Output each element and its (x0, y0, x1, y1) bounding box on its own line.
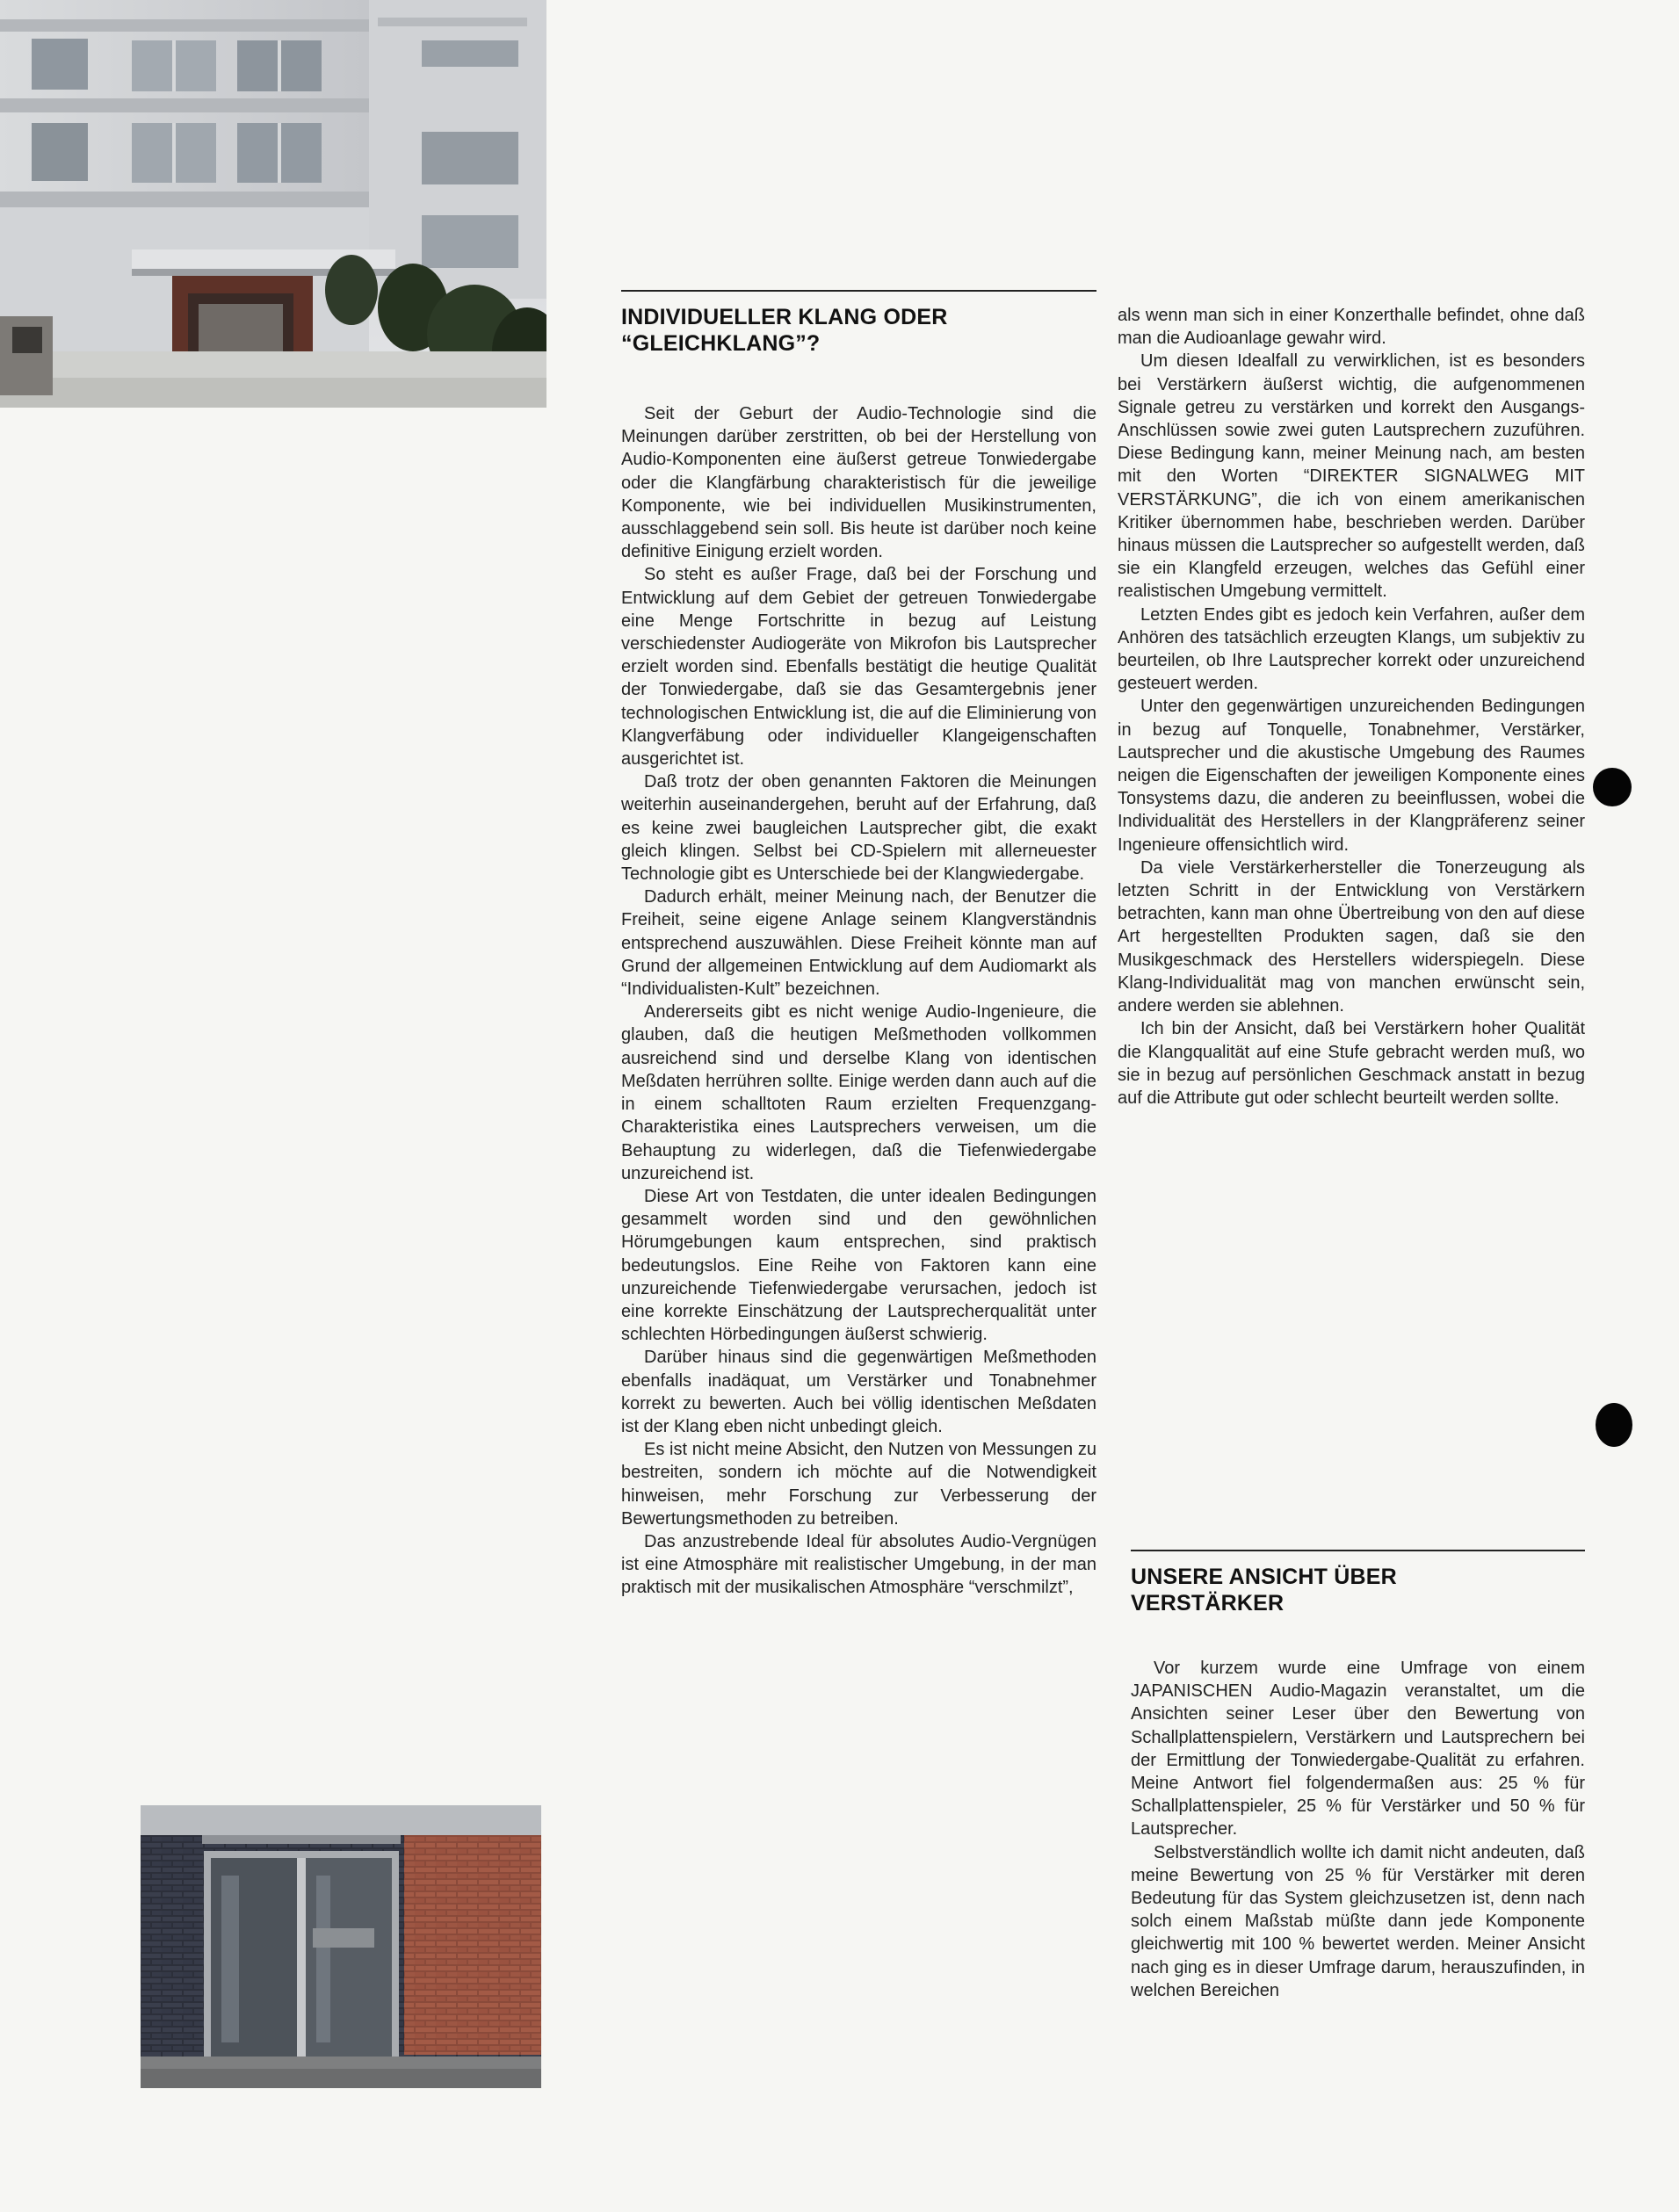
section-heading: UNSERE ANSICHT ÜBER VERSTÄRKER (1131, 1565, 1397, 1616)
article-body (1131, 1657, 1585, 2002)
right-column (1118, 304, 1585, 1110)
entrance-doors-photo (141, 1805, 541, 2088)
paragraph: Seit der Geburt der Audio-Technologie sind die Meinungen darüber zerstritten, ob bei der Herstellung von Audio-Komponenten eine äußerst getreue Tonwiedergabe oder die Klangfärbung charakteristisch für die jeweilige Komponente, wie bei individuellen Musikinstrumenten, ausschlaggebend sein soll. Bis heute ist darüber noch keine definitive Einigung erzielt worden. (621, 404, 1096, 562)
paragraph: als wenn man sich in einer Konzerthalle befindet, ohne daß man die Audioanlage gewahr wird. (1118, 306, 1585, 349)
paragraph: Diese Art von Testdaten, die unter idealen Bedingungen gesammelt worden sind und den gewöhnlichen Hörumgebungen kaum entsprechen, sind praktisch bedeutungslos. Eine Reihe von Faktoren kann eine unzureichende Tiefenwiedergabe verursachen, jedoch ist eine korrekte Einschätzung der Lautsprecherqualität unter schlechten Hörbedingungen äußerst schwierig. (621, 1186, 1096, 1345)
section-unsere-ansicht (1131, 1550, 1585, 2002)
paragraph: Selbstverständlich wollte ich damit nicht andeuten, daß meine Bewertung von 25 % für Verstärker mit deren Bedeutung für das System gleichzusetzen ist, denn nach solch einem Maßstab müßte dann jede Komponente gleichwertig mit 100 % bewertet werden. Meiner Ansicht nach ging es in dieser Umfrage darum, herauszufinden, in welchen Bereichen (1131, 1842, 1585, 2000)
paragraph: Letzten Endes gibt es jedoch kein Verfahren, außer dem Anhören des tatsächlich erzeugten Klangs, um subjektiv zu beurteilen, ob Ihre Lautsprecher korrekt oder unzureichend gesteuert werden. (1118, 604, 1585, 694)
factory-building-photo (0, 0, 546, 408)
section-rule (1131, 1550, 1585, 1551)
article-body (621, 402, 1096, 1600)
paragraph: Unter den gegenwärtigen unzureichenden Bedingungen in bezug auf Tonquelle, Tonabnehmer, Verstärker, Lautsprecher und die akustische Umgebung des Raumes neigen die Eigenschaften der jeweiligen Komponente eines Tonsystems dazu, die anderen zu beeinflussen, wobei die Individualität des Herstellers in der Klangpräferenz seiner Ingenieure offensichtlich wird. (1118, 697, 1585, 855)
paragraph: Um diesen Idealfall zu verwirklichen, ist es besonders bei Verstärkern äußerst wichtig, die aufgenommenen Signale getreu zu verstärken und korrekt den Ausgangs-Anschlüssen sowie zwei guten Lautsprechern zuzuführen. Diese Bedingung kann, meiner Meinung nach, am besten mit den Worten “DIREKTER SIGNALWEG MIT VERSTÄRKUNG”, die ich von einem amerikanischen Kritiker übernommen habe, beschrieben werden. Darüber hinaus müssen die Lautsprecher so aufgestellt werden, daß sie ein Klangfeld erzeugen, welches das Gefühl einer realistischen Umgebung vermittelt. (1118, 351, 1585, 602)
punch-hole (1596, 1403, 1632, 1447)
paragraph: Darüber hinaus sind die gegenwärtigen Meßmethoden ebenfalls inadäquat, um Verstärker und Tonabnehmer korrekt zu bewerten. Auch bei völlig identischen Meßdaten ist der Klang eben nicht unbedingt gleich. (621, 1348, 1096, 1436)
paragraph: Vor kurzem wurde eine Umfrage von einem JAPANISCHEN Audio-Magazin veranstaltet, um die Ansichten seiner Leser über den Bewertung von Schallplattenspielern, Verstärkern und Lautsprechern bei der Ermittlung der Tonwiedergabe-Qualität zu erfahren. Meine Antwort fiel folgendermaßen aus: 25 % für Schallplattenspieler, 25 % für Verstärker und 50 % für Lautsprecher. (1131, 1659, 1585, 1840)
paragraph: Da viele Verstärkerhersteller die Tonerzeugung als letzten Schritt in der Entwicklung von Verstärkern betrachten, kann man ohne Übertreibung von den auf diese Art hergestellten Produkten sagen, daß sie den Musikgeschmack des Herstellers widerspiegeln. Diese Klang-Individualität mag von manchen erwünscht sein, andere werden sie ablehnen. (1118, 857, 1585, 1016)
paragraph: Es ist nicht meine Absicht, den Nutzen von Messungen zu bestreiten, sondern ich möchte auf die Notwendigkeit hinweisen, mehr Forschung zur Verbesserung der Bewertungsmethoden zu betreiben. (621, 1440, 1096, 1529)
paragraph: Dadurch erhält, meiner Meinung nach, der Benutzer die Freiheit, seine eigene Anlage seinem Klangverständnis entsprechend auszuwählen. Diese Freiheit könnte man auf Grund der allgemeinen Entwicklung auf dem Audiomarkt als “Individualisten-Kult” bezeichnen. (621, 887, 1096, 1000)
paragraph: Ich bin der Ansicht, daß bei Verstärkern hoher Qualität die Klangqualität auf eine Stufe gebracht werden muß, wo sie in bezug auf persönlichen Geschmack anstatt in bezug auf die Attribute gut oder schlecht beurteilt werden sollte. (1118, 1019, 1585, 1108)
paragraph: Das anzustrebende Ideal für absolutes Audio-Vergnügen ist eine Atmosphäre mit realistischer Umgebung, in der man praktisch mit der musikalischen Atmosphäre “verschmilzt”, (621, 1531, 1096, 1598)
paragraph: Daß trotz der oben genannten Faktoren die Meinungen weiterhin auseinandergehen, beruht auf der Erfahrung, daß es keine zwei baugleichen Lautsprecher gibt, die exakt gleich klingen. Selbst bei CD-Spielern mit allerneuester Technologie gibt es Unterschiede bei der Klangwiedergabe. (621, 772, 1096, 885)
section-heading: INDIVIDUELLER KLANG ODER “GLEICHKLANG”? (621, 305, 948, 356)
section-rule (621, 290, 1096, 292)
paragraph: Andererseits gibt es nicht wenige Audio-Ingenieure, die glauben, daß die heutigen Meßmethoden vollkommen ausreichend sind und derselbe Klang von identischen Meßdaten herrühren sollte. Einige werden dann auch auf die in einem schalltoten Raum erzielten Frequenzgang-Charakteristika eines Lautsprechers verweisen, um die Behauptung zu widerlegen, daß die Tiefenwiedergabe unzureichend ist. (621, 1002, 1096, 1183)
left-column (621, 290, 1096, 1600)
punch-hole (1593, 768, 1632, 806)
paragraph: So steht es außer Frage, daß bei der Forschung und Entwicklung auf dem Gebiet der getreuen Tonwiedergabe eine Menge Fortschritte in bezug auf Leistung verschiedenster Audiogeräte von Mikrofon bis Lautsprecher erzielt worden sind. Ebenfalls bestätigt die heutige Qualität der Tonwiedergabe, daß sie das Gesamtergebnis jener technologischen Entwicklung ist, die auf die Eliminierung von Klangverfäbung oder individueller Klangeigenschaften ausgerichtet ist. (621, 565, 1096, 770)
